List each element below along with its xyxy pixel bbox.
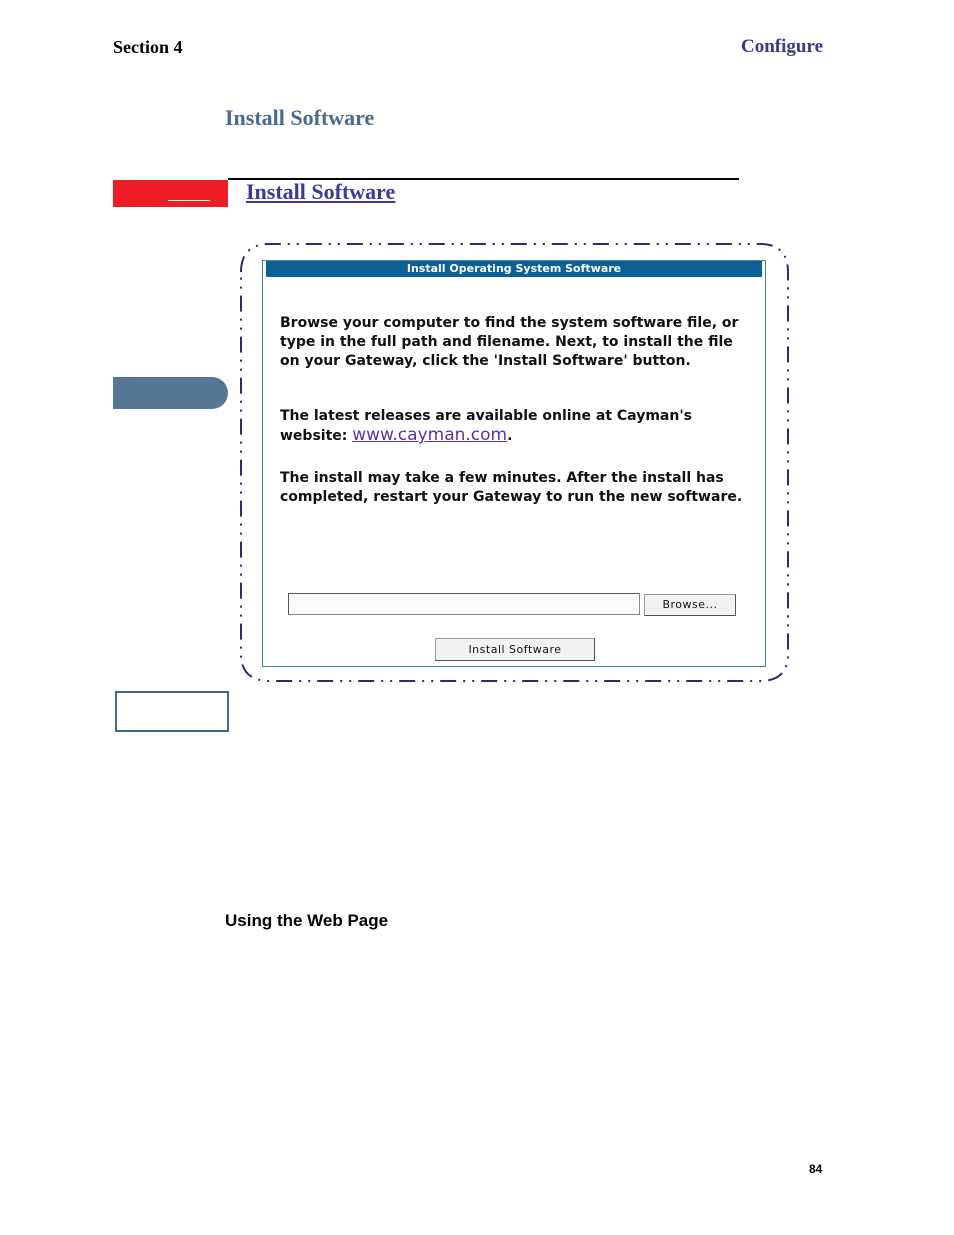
- instructions-paragraph: Browse your computer to find the system software file, or type in the full path and filename. Next, to install the file on your Gateway, click the 'Install Software' button.: [280, 315, 739, 369]
- section-label: Section 4: [113, 37, 183, 57]
- red-tab-marker: [113, 180, 228, 207]
- install-os-panel: [262, 260, 766, 667]
- sub-heading-link[interactable]: Install Software: [246, 179, 396, 204]
- install-software-button[interactable]: Install Software: [435, 638, 595, 661]
- outline-side-box: [115, 691, 229, 732]
- panel-title: Install Operating System Software: [266, 261, 762, 277]
- releases-paragraph: [280, 407, 750, 446]
- releases-suffix: .: [507, 428, 513, 444]
- page-heading: Install Software: [225, 105, 375, 130]
- section-title: Configure: [741, 36, 823, 57]
- software-file-input[interactable]: [288, 593, 640, 615]
- tab-underline: [168, 200, 210, 201]
- page-number: 84: [809, 1162, 823, 1176]
- install-note-paragraph: The install may take a few minutes. After the install has completed, restart your Gateway to run the new software.: [280, 470, 743, 505]
- using-web-page-heading: Using the Web Page: [225, 911, 389, 930]
- cayman-website-link[interactable]: www.cayman.com: [352, 425, 508, 445]
- releases-text: The latest releases are available online at Cayman's website:: [280, 408, 692, 444]
- blue-side-tab: [113, 377, 228, 409]
- browse-button[interactable]: Browse...: [644, 594, 736, 616]
